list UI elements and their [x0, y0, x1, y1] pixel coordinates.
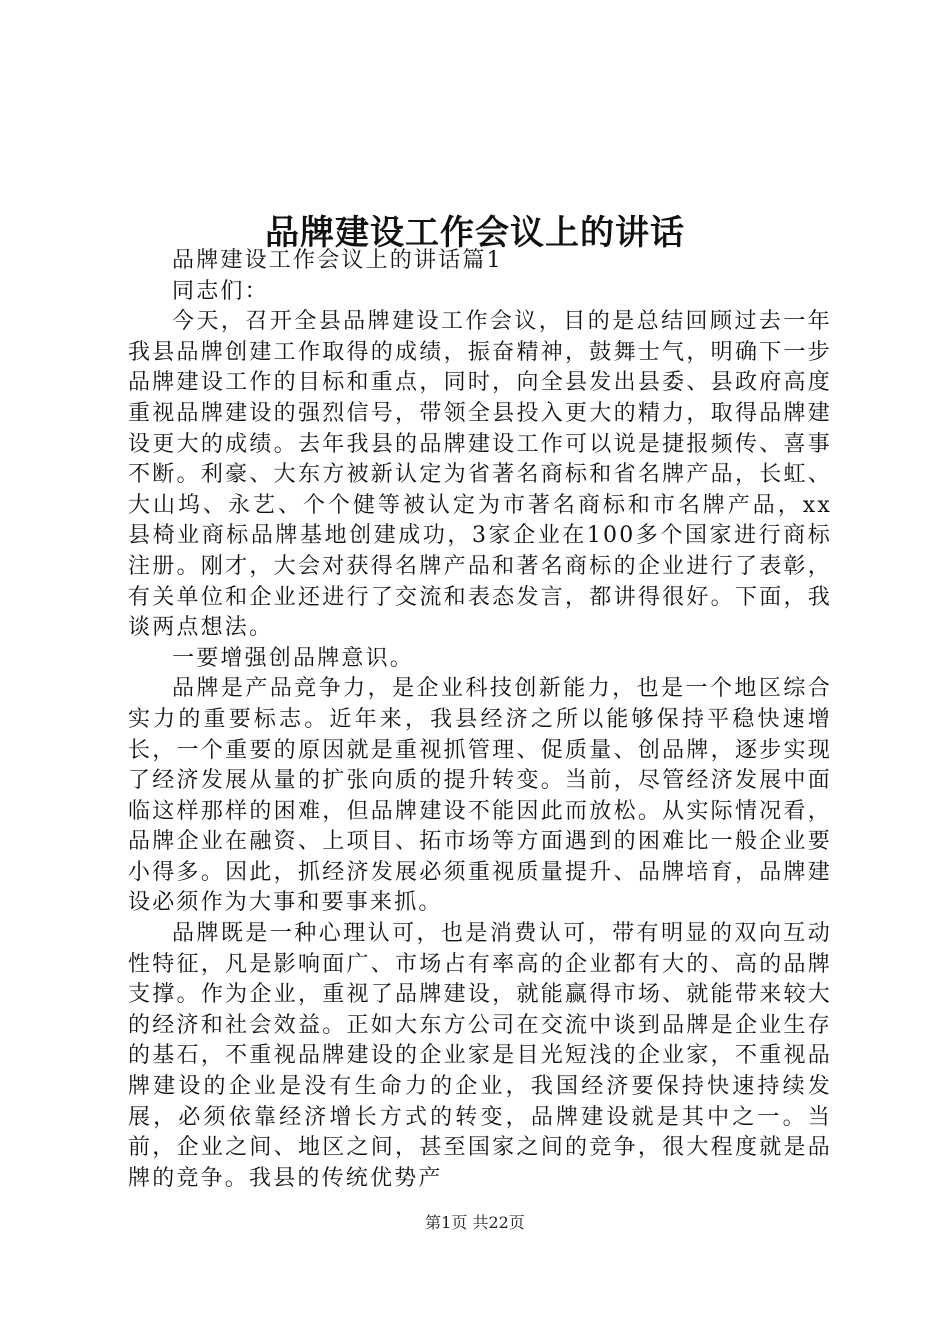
- paragraph: 品牌既是一种心理认可，也是消费认可，带有明显的双向互动性特征，凡是影响面广、市场占有率高的企业都有大的、高的品牌支撑。作为企业，重视了品牌建设，就能赢得市场、就能带来较大的经济和社会效益。正如大东方公司在交流中谈到品牌是企业生存的基石，不重视品牌建设的企业家是目光短浅的企业家，不重视品牌建设的企业是没有生命力的企业，我国经济要保持快速持续发展，必须依靠经济增长方式的转变，品牌建设就是其中之一。当前，企业之间、地区之间，甚至国家之间的竞争，很大程度就是品牌的竞争。我县的传统优势产: [128, 921, 832, 1191]
- paragraph: 今天，召开全县品牌建设工作会议，目的是总结回顾过去一年我县品牌创建工作取得的成绩，振奋精神，鼓舞士气，明确下一步品牌建设工作的目标和重点，同时，向全县发出县委、县政府高度重视品牌建设的强烈信号，带领全县投入更大的精力，取得品牌建设更大的成绩。去年我县的品牌建设工作可以说是捷报频传、喜事不断。利豪、大东方被新认定为省著名商标和省名牌产品，长虹、大山坞、永艺、个个健等被认定为市著名商标和市名牌产品，xx县椅业商标品牌基地创建成功，3家企业在100多个国家进行商标注册。刚才，大会对获得名牌产品和著名商标的企业进行了表彰，有关单位和企业还进行了交流和表态发言，都讲得很好。下面，我谈两点想法。: [128, 309, 832, 641]
- subheading: 一要增强创品牌意识。: [172, 645, 415, 671]
- salutation: 同志们：: [172, 278, 269, 304]
- document-body: [128, 246, 832, 1194]
- section-heading: 品牌建设工作会议上的讲话篇1: [172, 248, 503, 273]
- document-title: 品牌建设工作会议上的讲话: [265, 212, 685, 253]
- paragraph: 品牌是产品竞争力，是企业科技创新能力，也是一个地区综合实力的重要标志。近年来，我县经济之所以能够保持平稳快速增长，一个重要的原因就是重视抓管理、促质量、创品牌，逐步实现了经济发展从量的扩张向质的提升转变。当前，尽管经济发展中面临这样那样的困难，但品牌建设不能因此而放松。从实际情况看，品牌企业在融资、上项目、拓市场等方面遇到的困难比一般企业要小得多。因此，抓经济发展必须重视质量提升、品牌培育，品牌建设必须作为大事和要事来抓。: [128, 676, 832, 916]
- page-number-footer: 第1页 共22页: [425, 1213, 525, 1232]
